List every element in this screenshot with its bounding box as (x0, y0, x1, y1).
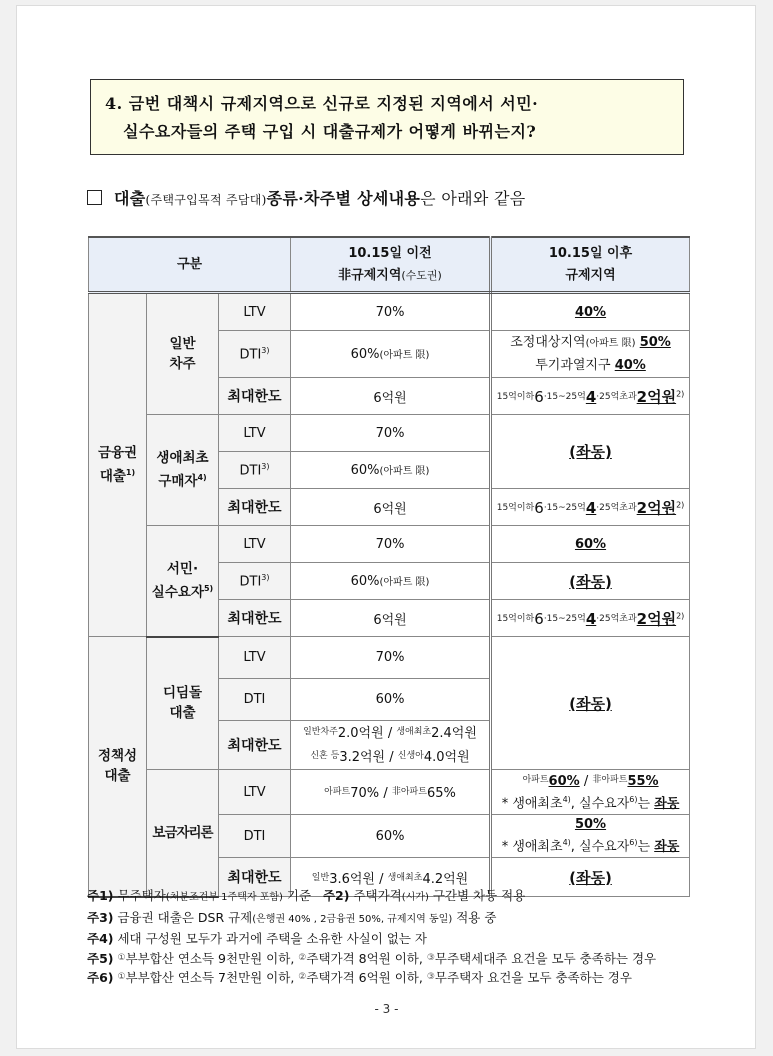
text-fragment: 아파트 (522, 774, 549, 785)
text-fragment: 15억이하 (496, 613, 535, 624)
dti-before: 60% (291, 815, 491, 858)
text-fragment: 부부합산 연소득 9천만원 이하, (125, 950, 295, 966)
loan-regulation-table (88, 236, 690, 898)
dti-before-note: (아파트 限) (379, 577, 430, 588)
loan-didimdol-l1: 디딤돌 (162, 685, 203, 702)
metric-max: 최대한도 (219, 489, 291, 526)
text-fragment: ③ (426, 972, 435, 983)
text-fragment: 55% (627, 773, 659, 789)
text-fragment: 2억원 (636, 387, 677, 406)
footnotes (87, 886, 656, 988)
header-after-region: 규제지역 (565, 267, 616, 283)
subtitle-paren: (주택구입목적 주담대) (145, 193, 267, 207)
footnote-ref: 3) (261, 461, 270, 471)
dti-after (491, 331, 690, 378)
dti-before-value: 60% (350, 347, 380, 362)
dti-before-value: 60% (350, 463, 380, 478)
page-number: - 3 - (374, 1002, 399, 1016)
question-box (90, 79, 684, 155)
header-category: 구분 (89, 237, 291, 293)
borrower-first-l2: 구매자 (158, 473, 198, 490)
max-before: 6억원 (291, 378, 491, 415)
group-policy-label: 정책성 (97, 748, 138, 765)
borrower-general (147, 293, 219, 415)
text-fragment: 6 (534, 498, 544, 517)
text-fragment: ② (298, 972, 307, 983)
table-row (89, 770, 690, 815)
question-line-2: 실수요자들의 주택 구입 시 대출규제가 어떻게 바뀌는지? (123, 122, 537, 141)
max-before: 6억원 (291, 600, 491, 637)
text-fragment: 는 (637, 796, 651, 812)
text-fragment: ③ (426, 952, 435, 963)
text-fragment: ① (117, 972, 126, 983)
table-row (89, 415, 690, 452)
text-fragment: 좌동 (654, 839, 680, 855)
text-fragment: 좌동 (654, 796, 680, 812)
text-fragment: / (389, 750, 394, 765)
text-fragment: (처분조건부 1주택자 포함) (165, 892, 283, 903)
text-fragment: 생애최초 (396, 727, 432, 737)
text-fragment: 4) (562, 794, 571, 804)
header-before (291, 237, 491, 293)
dti-after-zone2: 투기과열지구 (535, 357, 611, 373)
ltv-before: 70% (291, 637, 491, 679)
text-fragment: 부부합산 연소득 7천만원 이하, (125, 970, 295, 986)
text-fragment: 50% (574, 816, 607, 832)
text-fragment: 는 (637, 839, 651, 855)
metric-ltv: LTV (219, 293, 291, 331)
borrower-general-l1: 일반 (169, 336, 196, 352)
text-fragment: 3.6억원 (329, 871, 375, 887)
group-policy-label2: 대출 (104, 768, 131, 785)
text-fragment: ·15~25억 (543, 502, 586, 513)
metric-max: 최대한도 (219, 378, 291, 415)
text-fragment: ·15~25억 (543, 613, 586, 624)
max-before: 6억원 (291, 489, 491, 526)
text-fragment: 생애최초 (387, 872, 423, 883)
metric-dti (219, 331, 291, 378)
text-fragment: , 실수요자 (570, 839, 630, 855)
text-fragment: * 생애최초 (501, 839, 563, 855)
metric-max: 최대한도 (219, 721, 291, 770)
footnote-3 (87, 908, 656, 930)
metric-dti: DTI (219, 679, 291, 721)
ltv-before: 70% (291, 293, 491, 331)
table-row (89, 637, 690, 679)
text-fragment: 2) (676, 500, 685, 510)
metric-dti-label: DTI (239, 347, 262, 363)
text-fragment: ② (298, 952, 307, 963)
metric-dti (219, 563, 291, 600)
text-fragment: ·25억초과 (596, 391, 637, 402)
max-after (491, 378, 690, 415)
borrower-first-time (147, 415, 219, 526)
dti-before: 60% (291, 679, 491, 721)
text-fragment: 15억이하 (496, 502, 535, 513)
text-fragment: 2.0억원 (337, 726, 384, 741)
text-fragment: (은행권 40% , 2금융권 50%, 규제지역 동일) (252, 913, 453, 925)
same-as-left: (좌동) (569, 572, 612, 591)
dti-before-note: (아파트 限) (379, 350, 430, 361)
same-as-left: (좌동) (569, 694, 612, 713)
footnote-ref: 1) (125, 468, 136, 478)
text-fragment: 기준 (282, 888, 312, 903)
footnote-ref: 5) (203, 584, 214, 593)
footnote-key: 주1) (87, 888, 114, 903)
dti-after-zone1-value: 50% (639, 334, 671, 350)
text-fragment: 60% (548, 773, 580, 789)
metric-ltv: LTV (219, 770, 291, 815)
footnote-key: 주3) (87, 909, 114, 925)
max-before (291, 721, 491, 770)
header-before-sub: (수도권) (401, 268, 442, 282)
same-as-left: (좌동) (569, 868, 612, 887)
borrower-first-l1: 생애최초 (156, 450, 209, 467)
subtitle-rest: 은 아래와 같음 (420, 189, 526, 208)
text-fragment: , 실수요자 (570, 796, 630, 812)
question-line-1: 4. 금번 대책시 규제지역으로 신규로 지정된 지역에서 서민· (105, 94, 539, 113)
loan-didimdol-l2: 대출 (169, 705, 196, 722)
text-fragment: ·25억초과 (596, 613, 637, 624)
section-subtitle (87, 186, 525, 209)
metric-dti (219, 452, 291, 489)
text-fragment: 구간별 차등 적용 (428, 888, 526, 903)
same-as-left: (좌동) (569, 443, 612, 461)
text-fragment: 6 (534, 387, 544, 406)
footnote-ref: 3) (261, 572, 270, 582)
footnote-4 (87, 929, 656, 949)
didimdol-after (491, 637, 690, 770)
footnote-6 (87, 968, 656, 988)
dti-after-zone2-value: 40% (614, 357, 646, 373)
metric-ltv: LTV (219, 526, 291, 563)
text-fragment: 4 (585, 498, 597, 517)
text-fragment: / (583, 773, 589, 789)
ltv-after-value: 60% (574, 536, 607, 552)
text-fragment: * 생애최초 (501, 796, 563, 812)
ltv-before (291, 770, 491, 815)
text-fragment: / (383, 785, 388, 801)
ltv-dti-after (491, 415, 690, 489)
text-fragment: 일반차주 (303, 727, 338, 737)
text-fragment: 6 (534, 609, 544, 628)
group-finance-label: 금융권 (97, 445, 138, 462)
metric-dti-label: DTI (239, 574, 262, 590)
text-fragment: 적용 중 (452, 909, 497, 925)
header-after-date: 10.15일 이후 (548, 245, 633, 261)
footnote-key: 주2) (322, 888, 350, 903)
text-fragment: 2.4억원 (431, 726, 477, 741)
text-fragment: 4.0억원 (423, 750, 470, 765)
ltv-after (491, 293, 690, 331)
text-fragment: 6) (629, 837, 638, 847)
text-fragment: 주택가격 6억원 이하, (306, 970, 423, 986)
header-before-region: 非규제지역 (338, 267, 402, 283)
group-finance-loan (89, 293, 147, 637)
max-after (491, 600, 690, 637)
dti-before (291, 563, 491, 600)
text-fragment: ·25억초과 (596, 502, 637, 513)
text-fragment: 무주택자 (117, 888, 166, 903)
metric-dti-label: DTI (239, 463, 262, 479)
text-fragment: 非아파트 (391, 786, 427, 797)
dti-after (491, 563, 690, 600)
text-fragment: 3.2억원 (339, 750, 386, 765)
footnote-key: 주6) (87, 970, 114, 986)
borrower-low-l2: 실수요자 (151, 584, 204, 601)
metric-max: 최대한도 (219, 858, 291, 897)
text-fragment: 아파트 (324, 786, 351, 797)
text-fragment: 15억이하 (496, 391, 535, 402)
dti-before (291, 331, 491, 378)
text-fragment: 4.2억원 (422, 871, 469, 887)
text-fragment: 4 (585, 609, 597, 628)
dti-before-note: (아파트 限) (379, 466, 430, 477)
text-fragment: 70% (350, 785, 380, 801)
group-finance-label2: 대출 (99, 468, 126, 485)
text-fragment: 무주택자 요건을 모두 충족하는 경우 (434, 970, 632, 986)
table-row (89, 526, 690, 563)
borrower-general-l2: 차주 (169, 356, 196, 372)
metric-dti: DTI (219, 815, 291, 858)
text-fragment: / (387, 726, 393, 741)
dti-before-value: 60% (350, 574, 380, 589)
text-fragment: 4) (562, 837, 571, 847)
metric-max: 최대한도 (219, 600, 291, 637)
text-fragment: / (379, 871, 384, 887)
dti-after-zone1-note: (아파트 限) (585, 337, 636, 349)
borrower-low-income (147, 526, 219, 637)
ltv-after (491, 770, 690, 815)
text-fragment: 6) (629, 794, 638, 804)
subtitle-bold-loan: 대출 (114, 189, 146, 208)
text-fragment: 2억원 (636, 498, 677, 517)
text-fragment: ① (117, 952, 126, 963)
text-fragment: 非아파트 (592, 774, 628, 785)
text-fragment: 2) (676, 389, 685, 399)
header-after (491, 237, 690, 293)
footnote-ref: 4) (197, 473, 207, 483)
text-fragment: ·15~25억 (543, 391, 586, 402)
text-fragment: (시가) (401, 892, 429, 903)
subtitle-bold-detail: 종류·차주별 상세내용 (266, 189, 421, 208)
dti-after (491, 815, 690, 858)
metric-ltv: LTV (219, 637, 291, 679)
text-fragment: 주택가격 (349, 888, 402, 903)
text-fragment: 2) (676, 611, 685, 621)
ltv-after-value: 40% (574, 304, 607, 320)
group-policy-loan (89, 637, 147, 897)
borrower-low-l1: 서민· (166, 561, 199, 577)
ltv-before: 70% (291, 526, 491, 563)
dti-after-zone1: 조정대상지역 (510, 334, 586, 350)
text-fragment: 세대 구성원 모두가 과거에 주택을 소유한 사실이 없는 자 (117, 931, 427, 947)
text-fragment: 65% (426, 785, 456, 801)
text-fragment: 금융권 대출은 DSR 규제 (117, 909, 253, 925)
footnote-5 (87, 949, 656, 969)
ltv-after (491, 526, 690, 563)
text-fragment: 주택가격 8억원 이하, (306, 950, 423, 966)
text-fragment: 2억원 (636, 609, 677, 628)
footnote-1-2 (87, 886, 656, 908)
footnote-key: 주4) (87, 931, 114, 947)
metric-ltv: LTV (219, 415, 291, 452)
text-fragment: 신생아 (397, 751, 424, 761)
loan-didimdol (147, 637, 219, 770)
text-fragment: 무주택세대주 요건을 모두 충족하는 경우 (434, 950, 657, 966)
header-before-date: 10.15일 이전 (348, 245, 432, 261)
text-fragment: 일반 (311, 872, 330, 883)
ltv-before: 70% (291, 415, 491, 452)
loan-bogeumjari: 보금자리론 (147, 770, 219, 897)
checkbox-square-icon (87, 190, 102, 205)
max-after (491, 489, 690, 526)
dti-before (291, 452, 491, 489)
text-fragment: 4 (585, 387, 597, 406)
footnote-key: 주5) (87, 950, 114, 966)
table-row (89, 293, 690, 331)
footnote-ref: 3) (261, 345, 270, 355)
text-fragment: 신혼 등 (310, 751, 340, 761)
